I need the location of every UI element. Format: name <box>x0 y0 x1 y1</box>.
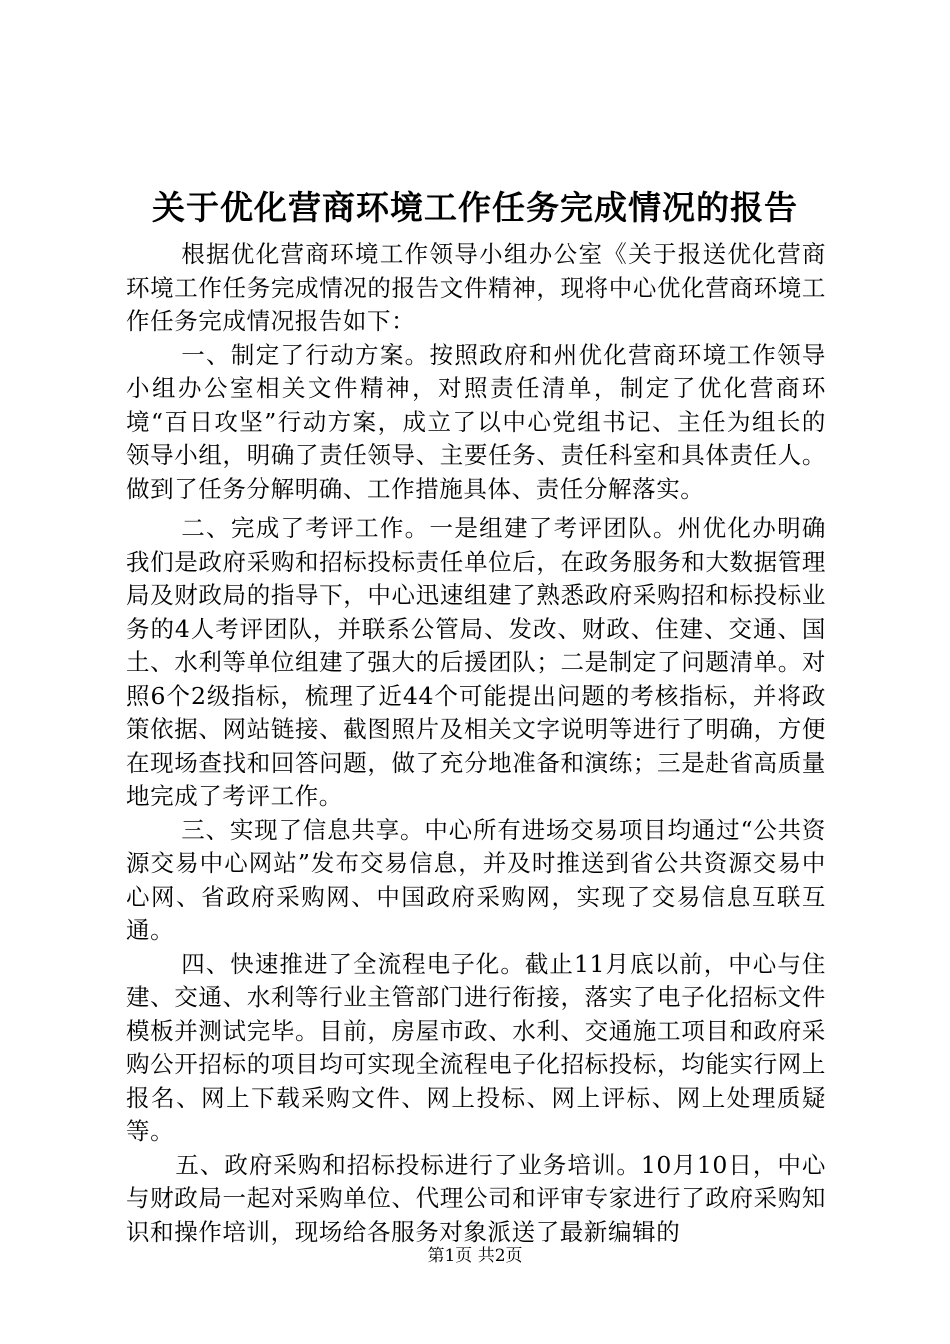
paragraph-intro: 根据优化营商环境工作领导小组办公室《关于报送优化营商环境工作任务完成情况的报告文件精神，现将中心优化营商环境工作任务完成情况报告如下： <box>126 240 826 335</box>
paragraph-section-5: 五、政府采购和招标投标进行了业务培训。10月10日，中心与财政局一起对采购单位、代理公司和评审专家进行了政府采购知识和操作培训，现场给各服务对象派送了最新编辑的 <box>126 1150 826 1246</box>
paragraph-section-3: 三、实现了信息共享。中心所有进场交易项目均通过“公共资源交易中心网站”发布交易信息，并及时推送到省公共资源交易中心网、省政府采购网、中国政府采购网，实现了交易信息互联互通。 <box>126 815 826 944</box>
paragraph-section-1: 一、制定了行动方案。按照政府和州优化营商环境工作领导小组办公室相关文件精神，对照责任清单，制定了优化营商环境“百日攻坚”行动方案，成立了以中心党组书记、主任为组长的领导小组，明确了责任领导、主要任务、责任科室和具体责任人。做到了任务分解明确、工作措施具体、责任分解落实。 <box>126 340 826 503</box>
paragraph-section-2: 二、完成了考评工作。一是组建了考评团队。州优化办明确我们是政府采购和招标投标责任单位后，在政务服务和大数据管理局及财政局的指导下，中心迅速组建了熟悉政府采购招和标投标业务的4人考评团队，并联系公管局、发改、财政、住建、交通、国土、水利等单位组建了强大的后援团队；二是制定了问题清单。对照6个2级指标，梳理了近44个可能提出问题的考核指标，并将政策依据、网站链接、截图照片及相关文字说明等进行了明确，方便在现场查找和回答问题，做了充分地准备和演练；三是赴省高质量地完成了考评工作。 <box>126 514 826 810</box>
page-indicator: 第1页 共2页 <box>427 1246 523 1266</box>
paragraph-section-4: 四、快速推进了全流程电子化。截止11月底以前，中心与住建、交通、水利等行业主管部门进行衔接，落实了电子化招标文件模板并测试完毕。目前，房屋市政、水利、交通施工项目和政府采购公开招标的项目均可实现全流程电子化招标投标，均能实行网上报名、网上下载采购文件、网上投标、网上评标、网上处理质疑等。 <box>126 949 826 1145</box>
document-title: 关于优化营商环境工作任务完成情况的报告 <box>152 188 798 227</box>
document-body <box>126 238 826 1249</box>
